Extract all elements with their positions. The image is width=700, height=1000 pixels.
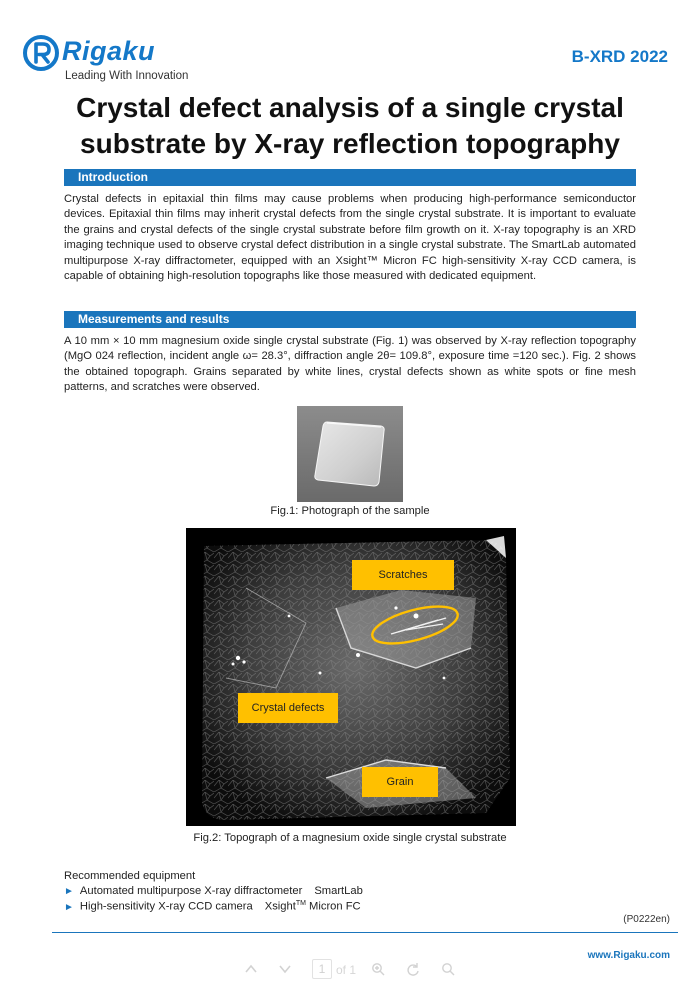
- brand-tagline: Leading With Innovation: [65, 70, 189, 82]
- fig1-caption: Fig.1: Photograph of the sample: [270, 505, 430, 517]
- document-id: B-XRD 2022: [571, 47, 668, 66]
- chevron-up-icon[interactable]: [244, 962, 258, 976]
- label-grain: Grain: [362, 767, 438, 797]
- section-heading-introduction: Introduction: [64, 169, 636, 186]
- pdf-page-toolbar: [236, 956, 466, 984]
- rigaku-logo: [22, 34, 212, 82]
- website-link[interactable]: www.Rigaku.com: [587, 950, 670, 961]
- equipment-name: High-sensitivity X-ray CCD camera: [79, 900, 253, 913]
- section-heading-measurements: Measurements and results: [64, 311, 636, 328]
- topograph-graphic: [186, 528, 516, 826]
- search-icon[interactable]: [441, 962, 455, 976]
- measurements-paragraph: A 10 mm × 10 mm magnesium oxide single crystal substrate (Fig. 1) was observed by X-ray reflection topography (MgO 024 reflection, incident angle ω= 28.3°, diffraction angle 2θ= 109.8°, exposure time =120 sec.). Fig. 2 shows the obtained topograph. Grains separated by white lines, crystal defects shown as white spots or fine mesh patterns, and scratches were observed.: [64, 335, 636, 394]
- page-title: [60, 90, 640, 162]
- label-crystal-defects: Crystal defects: [238, 693, 338, 723]
- document-code: (P0222en): [623, 914, 670, 925]
- trademark-sup: TM: [295, 900, 306, 907]
- topograph-image: [186, 528, 516, 826]
- page-number-input[interactable]: 1: [312, 959, 332, 979]
- footer-divider: [52, 932, 678, 933]
- rotate-icon[interactable]: [406, 962, 420, 976]
- introduction-paragraph: Crystal defects in epitaxial thin films may cause problems when producing high-performance semiconductor devices. Epitaxial thin films may inherit crystal defects from the single crystal substrate. It is important to evaluate the grains and crystal defects of the single crystal substrate before film growth on it. X-ray topography is an XRD imaging technique used to observe crystal defect distribution in a single crystal substrate. The SmartLab automated multipurpose X-ray diffractometer, equipped with an Xsight™ Micron FC high-sensitivity X-ray CCD camera, is capable of obtaining high-resolution topographs like those measured with dedicated equipment.: [64, 193, 636, 283]
- equipment-heading: Recommended equipment: [64, 870, 196, 882]
- equipment-model-rest: Micron FC: [305, 900, 361, 913]
- page-count: of 1: [336, 963, 357, 977]
- sample-photo-image: [297, 406, 403, 502]
- equipment-name: Automated multipurpose X-ray diffractometer: [79, 885, 303, 897]
- label-scratches: Scratches: [352, 560, 454, 590]
- title-line-1: Crystal defect analysis of a single crystal: [76, 92, 624, 123]
- brand-name: Rigaku: [62, 36, 156, 66]
- equipment-item: [64, 885, 363, 897]
- equipment-item: [64, 900, 361, 913]
- sample-photograph: [297, 406, 403, 502]
- rigaku-logo-icon: [22, 34, 60, 72]
- chevron-down-icon[interactable]: [278, 962, 292, 976]
- equipment-model: Xsight: [264, 900, 296, 913]
- arrow-right-icon: ►: [64, 886, 74, 897]
- fig2-caption: Fig.2: Topograph of a magnesium oxide single crystal substrate: [193, 832, 507, 844]
- title-line-2: substrate by X-ray reflection topography: [80, 128, 620, 159]
- equipment-model: SmartLab: [314, 885, 363, 897]
- arrow-right-icon: ►: [64, 901, 74, 913]
- zoom-in-icon[interactable]: [371, 962, 385, 976]
